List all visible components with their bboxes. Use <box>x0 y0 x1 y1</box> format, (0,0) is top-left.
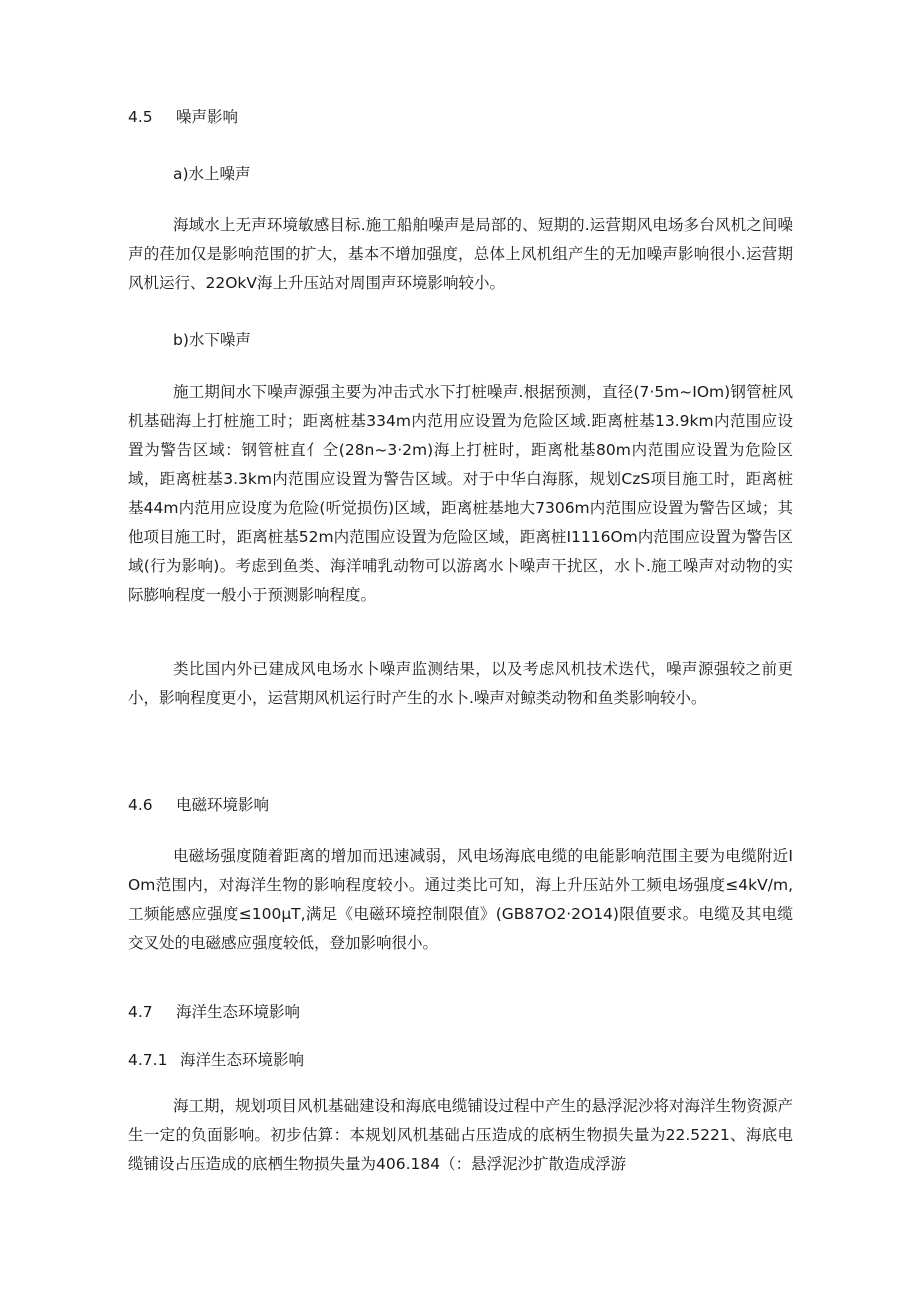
section-title: 电磁环境影响 <box>176 796 270 814</box>
paragraph-underwater-noise: 施工期间水下噪声源强主要为冲击式水下打桩噪声.根据预测，直径(7·5m~IOm)钢管桩风机基础海上打桩施工时；距离桩基334m内范用应设置为危险区域.距离桩基13.9km内范围应设置为警告区域：钢管桩直亻仝(28n~3·2m)海上打桩时，距离枇基80m内范围应设置为危险区域，距离桩基3.3km内范围应设置为警告区域。对于中华白海豚，规划CzS项目施工时，距离桩基44m内范用应设度为危险(听觉损伤)区域，距离桩基地大7306m内范围应设置为警告区域；其他项目施工时，距离桩基52m内范围应设置为危险区域，距离桩I1116Om内范围应设置为警告区域(行为影响)。考虑到鱼类、海洋哺乳动物可以游离水卜噪声干扰区，水卜.施工噪声对动物的实际膨响程度一般小于预测影响程度。 <box>128 383 793 604</box>
section-title: 海洋生态环境影响 <box>180 1051 305 1069</box>
paragraph-above-water-noise: 海域水上无声环境敏感目标.施工船舶噪声是局部的、短期的.运营期风电场多台风机之间噪声的荏加仅是影响范围的扩大，基本不增加强度，总体上风机组产生的无加噪声影响很小.运营期风机运行、22OkV海上升压站对周围声环境影响较小。 <box>128 216 793 292</box>
section-title: 噪声影响 <box>176 108 239 126</box>
section-number: 4.5 <box>128 108 153 126</box>
section-heading-4-5 <box>128 107 793 127</box>
section-heading-4-7 <box>128 1002 793 1022</box>
section-heading-4-7-1 <box>128 1050 793 1070</box>
section-heading-4-6 <box>128 795 793 815</box>
subsection-heading-a: a)水上噪声 <box>173 165 251 183</box>
section-number: 4.7 <box>128 1003 153 1021</box>
section-number: 4.7.1 <box>128 1051 168 1069</box>
subsection-heading-b: b)水下噪声 <box>173 331 251 349</box>
section-title: 海洋生态环境影响 <box>176 1003 301 1021</box>
section-number: 4.6 <box>128 796 153 814</box>
paragraph-underwater-noise-comparison: 类比国内外已建成风电场水卜噪声监测结果，以及考虑风机技术迭代，噪声源强较之前更小，影响程度更小，运营期风机运行时产生的水卜.噪声对鲸类动物和鱼类影响较小。 <box>128 660 793 707</box>
paragraph-electromagnetic: 电磁场强度随着距离的增加而迅速减弱，风电场海底电缆的电能影响范围主要为电缆附近IOm范围内，对海洋生物的影响程度较小。通过类比可知，海上升压站外工频电场强度≤4kV∕m,工频能感应强度≤100μT,满足《电磁环境控制限值》(GB87O2·2O14)限值要求。电缆及其电缆交叉处的电磁感应强度较低，登加影响很小。 <box>128 847 793 952</box>
paragraph-marine-ecology: 海工期，规划项目风机基础建设和海底电缆铺设过程中产生的悬浮泥沙将对海洋生物资源产生一定的负面影响。初步估算：本规划风机基础占压造成的底柄生物损失量为22.5221、海底电缆铺设占压造成的底栖生物损失量为406.184（：悬浮泥沙扩散造成浮游 <box>128 1097 794 1173</box>
